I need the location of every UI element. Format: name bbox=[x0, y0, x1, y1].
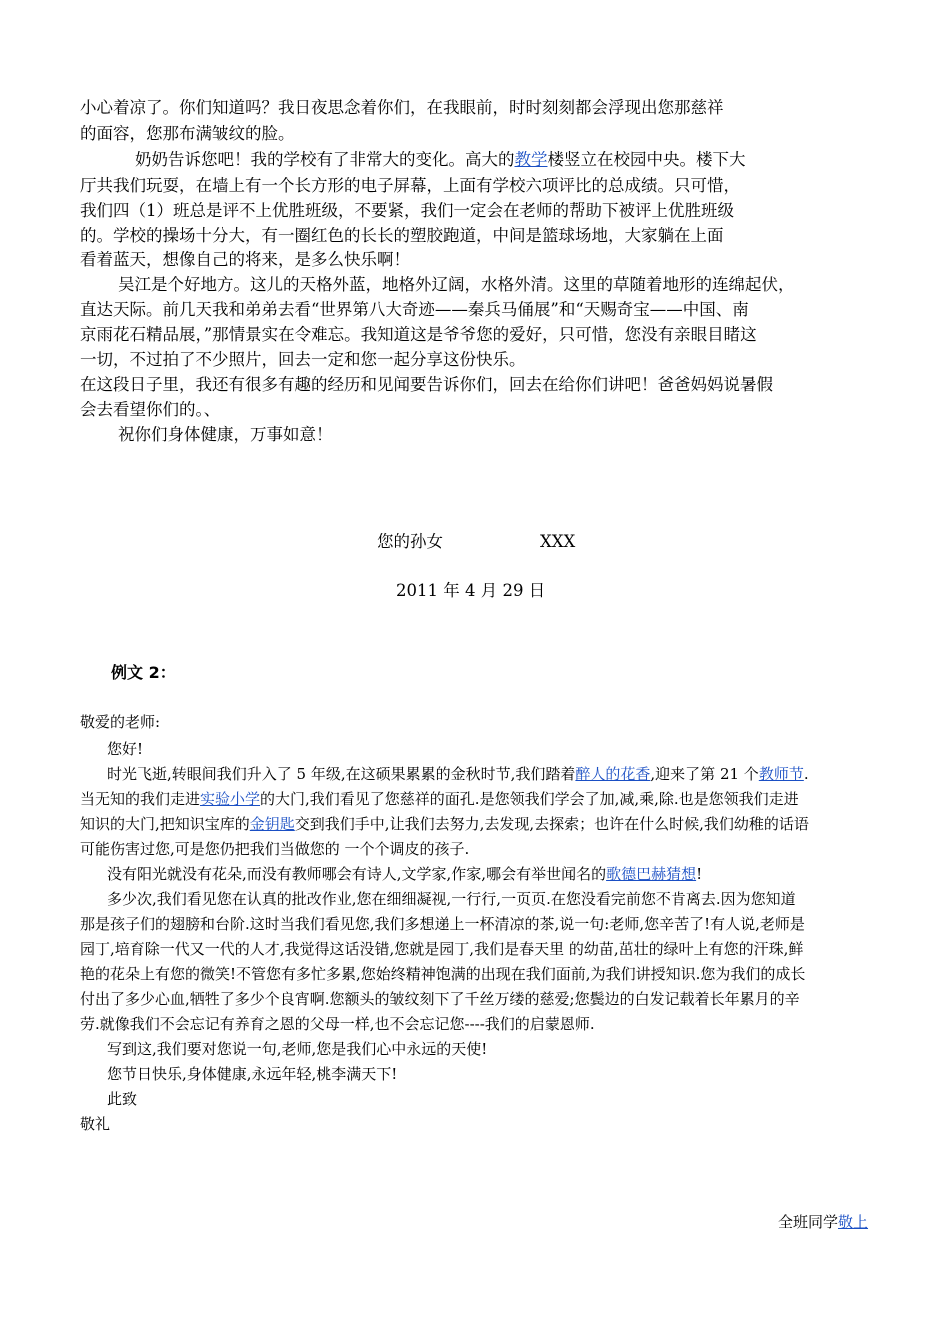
text-run: 当无知的我们走进 bbox=[80, 790, 201, 808]
letter2-greeting: 您好! bbox=[107, 740, 144, 758]
letter1-line-2: 的面容，您那布满皱纹的脸。 bbox=[80, 124, 295, 143]
letter-date: 2011 年 4 月 29 日 bbox=[396, 581, 546, 600]
letter2-cizhi: 此致 bbox=[107, 1090, 138, 1108]
letter1-line-6: 的。学校的操场十分大，有一圈红色的长长的塑胶跑道，中间是篮球场地，大家躺在上面 bbox=[80, 226, 724, 245]
link-jiaoshijie[interactable]: 教师节 bbox=[758, 765, 804, 783]
letter2-line-3 bbox=[107, 764, 809, 784]
letter2-line-4 bbox=[80, 789, 799, 809]
letter2-salutation: 敬爱的老师: bbox=[80, 713, 161, 731]
letter2-line-11: 艳的花朵上有您的微笑!不管您有多忙多累,您始终精神饱满的出现在我们面前,为我们讲授知识.您为我们的成长 bbox=[80, 965, 806, 983]
letter1-line-4: 厅共我们玩耍，在墙上有一个长方形的电子屏幕，上面有学校六项评比的总成绩。只可惜， bbox=[80, 176, 740, 195]
letter1-line-11: 一切，不过拍了不少照片，回去一定和您一起分享这份快乐。 bbox=[80, 350, 526, 369]
signature-label: 您的孙女 bbox=[377, 532, 443, 551]
text-run: ! bbox=[696, 865, 703, 883]
letter2-line-7 bbox=[107, 864, 702, 884]
signature-name: XXX bbox=[540, 532, 576, 551]
link-jiaoxue[interactable]: 教学 bbox=[514, 150, 548, 169]
link-jingshang[interactable]: 敬上 bbox=[838, 1213, 869, 1231]
letter2-line-12: 付出了多少心血,牺牲了多少个良宵啊.您额头的皱纹刻下了千丝万缕的慈爱;您鬓边的白发记载着长年累月的辛 bbox=[80, 990, 800, 1008]
text-run: . bbox=[803, 765, 809, 783]
link-gedebahe[interactable]: 歌德巴赫猜想 bbox=[606, 865, 697, 883]
example-heading: 例文 2： bbox=[111, 663, 176, 682]
text-run: 时光飞逝,转眼间我们升入了 5 年级,在这硕果累累的金秋时节,我们踏着 bbox=[107, 765, 576, 783]
letter1-line-13: 会去看望你们的。、 bbox=[80, 400, 221, 419]
letter2-line-6: 可能伤害过您,可是您仍把我们当做您的 一个个调皮的孩子. bbox=[80, 840, 470, 858]
link-jinyaoshi[interactable]: 金钥匙 bbox=[249, 815, 295, 833]
letter2-line-8: 多少次,我们看见您在认真的批改作业,您在细细凝视,一行行,一页页.在您没看完前您不肯离去.因为您知道 bbox=[107, 890, 796, 908]
letter2-line-15: 您节日快乐,身体健康,永远年轻,桃李满天下! bbox=[107, 1065, 398, 1083]
letter1-line-3 bbox=[135, 150, 746, 170]
text-run: 楼竖立在校园中央。楼下大 bbox=[547, 150, 746, 169]
letter1-line-12: 在这段日子里，我还有很多有趣的经历和见闻要告诉你们，回去在给你们讲吧！爸爸妈妈说暑假 bbox=[80, 375, 773, 394]
letter2-closing bbox=[778, 1212, 868, 1232]
text-run: 没有阳光就没有花朵,而没有教师哪会有诗人,文学家,作家,哪会有举世闻名的 bbox=[107, 865, 607, 883]
text-run: 的大门,我们看见了您慈祥的面孔.是您领我们学会了加,减,乘,除.也是您领我们走进 bbox=[260, 790, 799, 808]
text-run: 知识的大门,把知识宝库的 bbox=[80, 815, 250, 833]
letter2-line-9: 那是孩子们的翅膀和台阶.这时当我们看见您,我们多想递上一杯清凉的茶,说一句:老师,您辛苦了!有人说,老师是 bbox=[80, 915, 805, 933]
letter2-jingli: 敬礼 bbox=[80, 1115, 111, 1133]
text-run: 交到我们手中,让我们去努力,去发现,去探索；也许在什么时候,我们幼稚的话语 bbox=[294, 815, 809, 833]
letter2-line-5 bbox=[80, 814, 809, 834]
letter2-line-13: 劳.就像我们不会忘记有养育之恩的父母一样,也不会忘记您----我们的启蒙恩师. bbox=[80, 1015, 595, 1033]
letter1-line-10: 京雨花石精品展，”那情景实在令难忘。我知道这是爷爷您的爱好，只可惜，您没有亲眼目睹这 bbox=[80, 325, 757, 344]
letter1-line-5: 我们四（1）班总是评不上优胜班级，不要紧，我们一定会在老师的帮助下被评上优胜班级 bbox=[80, 201, 734, 220]
link-shiyan-xiaoxue[interactable]: 实验小学 bbox=[200, 790, 261, 808]
letter1-line-7: 看着蓝天，想像自己的将来，是多么快乐啊！ bbox=[80, 250, 410, 269]
text-run: ,迎来了第 21 个 bbox=[650, 765, 759, 783]
letter2-line-14: 写到这,我们要对您说一句,老师,您是我们心中永远的天使! bbox=[107, 1040, 488, 1058]
letter1-line-14: 祝你们身体健康，万事如意！ bbox=[118, 425, 333, 444]
letter1-line-9: 直达天际。前几天我和弟弟去看“世界第八大奇迹——秦兵马俑展”和“天赐奇宝——中国、南 bbox=[80, 300, 749, 319]
text-run: 奶奶告诉您吧！我的学校有了非常大的变化。高大的 bbox=[135, 150, 515, 169]
letter1-line-1: 小心着凉了。你们知道吗？我日夜思念着你们，在我眼前，时时刻刻都会浮现出您那慈祥 bbox=[80, 98, 724, 117]
letter2-line-10: 园丁,培育除一代又一代的人才,我觉得这话没错,您就是园丁,我们是春天里 的幼苗,茁壮的绿叶上有您的汗珠,鲜 bbox=[80, 940, 804, 958]
letter1-line-8: 吴江是个好地方。这儿的天格外蓝，地格外辽阔，水格外清。这里的草随着地形的连绵起伏， bbox=[118, 275, 795, 294]
closing-text: 全班同学 bbox=[778, 1213, 839, 1231]
link-zuiren-huaxiang[interactable]: 醉人的花香 bbox=[575, 765, 651, 783]
